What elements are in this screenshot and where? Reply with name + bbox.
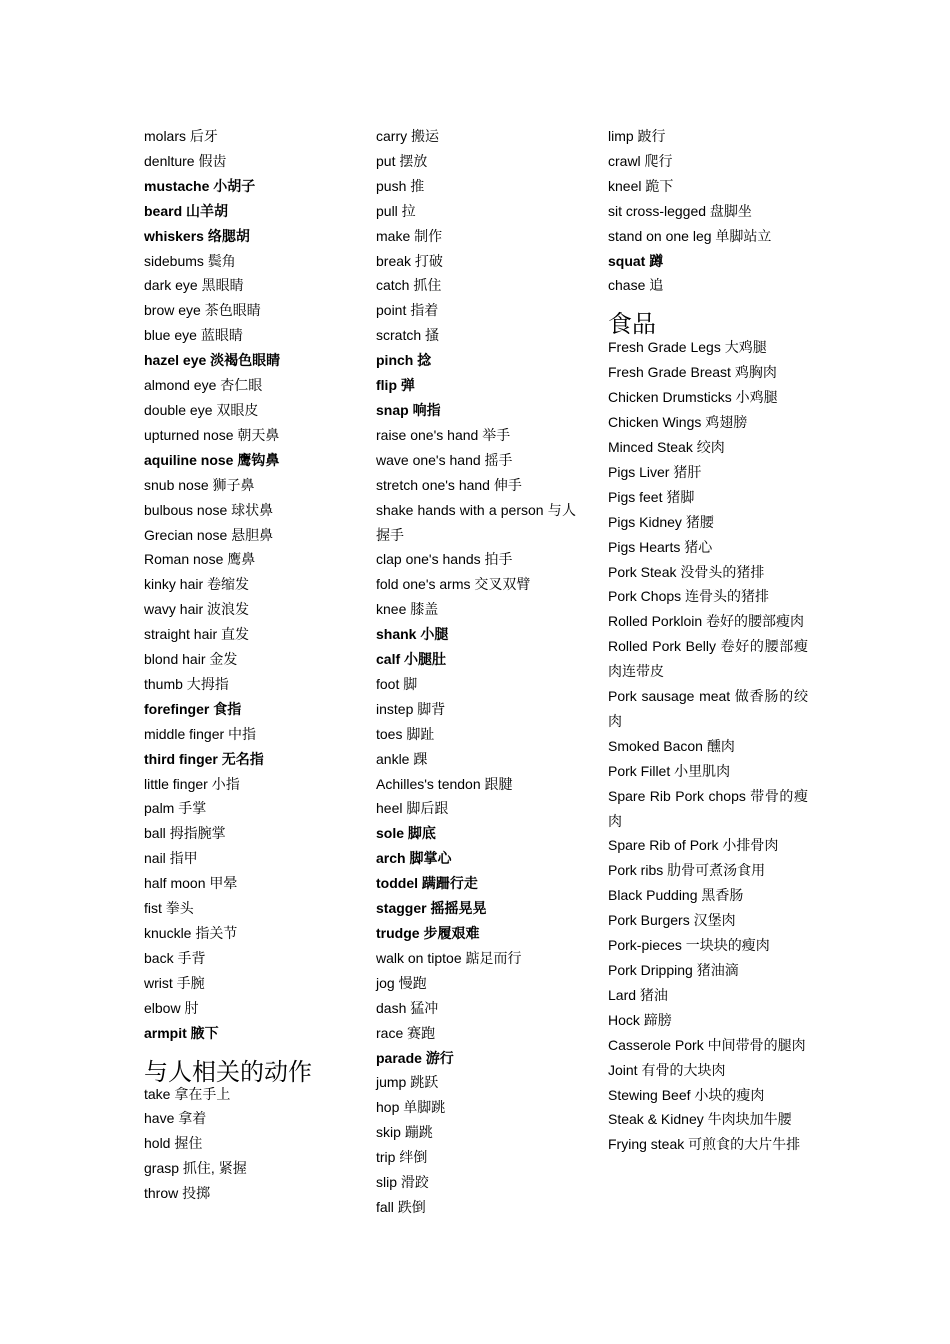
vocab-entry: squat 蹲 (608, 252, 664, 269)
vocab-entry: whiskers 络腮胡 (144, 227, 250, 244)
vocab-entry: molars 后牙 (144, 128, 218, 144)
vocab-entry: hop 单脚跳 (376, 1099, 446, 1116)
vocab-entry: kneel 跪下 (608, 177, 674, 194)
vocab-entry: stagger 摇摇晃晃 (376, 900, 487, 917)
vocab-entry: Roman nose 鹰鼻 (144, 551, 256, 568)
entry-list (144, 1082, 344, 1207)
vocab-entry: calf 小腿肚 (376, 651, 447, 668)
vocab-entry: Stewing Beef 小块的瘦肉 (608, 1086, 765, 1103)
vocab-entry: sit cross-legged 盘脚坐 (608, 202, 752, 219)
vocab-entry: kinky hair 卷缩发 (144, 576, 250, 593)
vocab-entry: knee 膝盖 (376, 601, 439, 618)
vocab-entry: jump 跳跃 (376, 1074, 439, 1091)
vocab-entry: chase 追 (608, 277, 664, 294)
vocab-entry: half moon 甲晕 (144, 875, 238, 892)
vocab-entry: Rolled Porkloin 卷好的腰部瘦肉 (608, 613, 805, 630)
section-heading-food: 食品 (608, 311, 656, 339)
vocab-entry: pull 拉 (376, 202, 416, 219)
vocab-entry: break 打破 (376, 252, 443, 269)
vocab-entry: Steak & Kidney 牛肉块加牛腰 (608, 1111, 792, 1128)
vocab-entry: blue eye 蓝眼睛 (144, 327, 243, 344)
vocab-entry: fist 拳头 (144, 900, 194, 917)
vocab-entry: Pigs Hearts 猪心 (608, 538, 713, 555)
vocab-entry: beard 山羊胡 (144, 202, 229, 219)
vocab-entry: elbow 肘 (144, 999, 199, 1016)
vocab-entry: heel 脚后跟 (376, 800, 449, 817)
vocab-entry: snap 响指 (376, 401, 441, 418)
vocab-entry: throw 投掷 (144, 1185, 211, 1202)
vocab-entry: walk on tiptoe 踮足而行 (376, 949, 522, 966)
vocab-entry: Pigs Kidney 猪腰 (608, 513, 714, 530)
vocab-entry: skip 蹦跳 (376, 1124, 433, 1141)
vocab-entry: fall 跌倒 (376, 1198, 426, 1215)
vocab-entry: have 拿着 (144, 1110, 207, 1127)
vocab-entry: push 推 (376, 177, 425, 194)
vocab-entry: shank 小腿 (376, 626, 449, 643)
vocab-entry: ankle 踝 (376, 750, 428, 767)
vocab-entry: Pork sausage meat 做香肠的绞肉 (608, 688, 808, 729)
vocab-entry: back 手背 (144, 949, 206, 966)
vocab-entry: toddel 蹒跚行走 (376, 875, 478, 892)
vocab-entry: make 制作 (376, 227, 443, 244)
vocab-entry: Pigs feet 猪脚 (608, 488, 695, 505)
vocab-entry: Pork-pieces 一块块的瘦肉 (608, 937, 770, 954)
vocab-entry: wave one's hand 摇手 (376, 451, 513, 468)
vocab-entry: clap one's hands 拍手 (376, 551, 513, 568)
vocab-entry: nail 指甲 (144, 850, 198, 867)
entry-list (144, 124, 344, 1046)
vocab-entry: put 摆放 (376, 152, 428, 169)
vocab-entry: bulbous nose 球状鼻 (144, 501, 274, 518)
column-2 (376, 124, 576, 1220)
vocab-entry: little finger 小指 (144, 775, 240, 792)
vocab-entry: slip 滑跤 (376, 1174, 429, 1191)
vocab-entry: Pork ribs 肋骨可煮汤食用 (608, 862, 766, 879)
vocab-entry: trip 绊倒 (376, 1149, 428, 1166)
vocab-entry: grasp 抓住, 紧握 (144, 1160, 247, 1177)
vocab-entry: upturned nose 朝天鼻 (144, 426, 280, 443)
vocab-entry: armpit 腋下 (144, 1024, 219, 1041)
vocab-entry: blond hair 金发 (144, 651, 238, 668)
vocab-entry: foot 脚 (376, 675, 418, 692)
vocab-entry: Pigs Liver 猪肝 (608, 463, 702, 480)
entry-list (376, 124, 576, 1220)
vocab-entry: take 拿在手上 (144, 1085, 231, 1102)
vocab-entry: Lard 猪油 (608, 986, 668, 1003)
vocab-entry: Pork Steak 没骨头的猪排 (608, 563, 765, 580)
vocab-entry: Smoked Bacon 醺肉 (608, 737, 735, 754)
vocab-entry: race 赛跑 (376, 1024, 436, 1041)
vocab-entry: arch 脚掌心 (376, 850, 452, 867)
vocab-entry: Grecian nose 悬胆鼻 (144, 526, 274, 543)
vocab-entry: stand on one leg 单脚站立 (608, 227, 772, 244)
vocab-entry: hazel eye 淡褐色眼睛 (144, 352, 281, 369)
vocab-entry: stretch one's hand 伸手 (376, 476, 522, 493)
vocab-entry: Fresh Grade Legs 大鸡腿 (608, 339, 767, 356)
vocab-entry: brow eye 茶色眼睛 (144, 302, 261, 319)
vocab-entry: Casserole Pork 中间带骨的腿肉 (608, 1036, 806, 1053)
vocab-entry: shake hands with a person 与人握手 (376, 501, 576, 543)
entry-list (608, 335, 808, 1157)
section-heading-actions: 与人相关的动作 (144, 1058, 312, 1086)
vocab-entry: almond eye 杏仁眼 (144, 377, 263, 394)
vocab-entry: Pork Burgers 汉堡肉 (608, 912, 736, 929)
vocab-entry: middle finger 中指 (144, 725, 257, 742)
vocab-entry: knuckle 指关节 (144, 925, 238, 941)
vocab-entry: Pork Dripping 猪油滴 (608, 962, 739, 978)
entry-list (608, 124, 808, 298)
vocab-entry: dash 猛冲 (376, 999, 439, 1016)
vocab-entry: palm 手掌 (144, 800, 207, 817)
vocab-entry: limp 跛行 (608, 128, 666, 144)
vocab-entry: catch 抓住 (376, 277, 442, 294)
vocab-entry: pinch 捻 (376, 352, 432, 369)
vocab-entry: Spare Rib Pork chops 带骨的瘦肉 (608, 787, 808, 829)
vocab-entry: fold one's arms 交叉双臂 (376, 576, 531, 593)
vocab-entry: ball 拇指腕掌 (144, 825, 226, 842)
vocab-entry: wrist 手腕 (144, 974, 205, 991)
vocab-entry: trudge 步履艰难 (376, 925, 480, 941)
vocab-entry: point 指着 (376, 302, 439, 319)
vocab-entry: straight hair 直发 (144, 626, 250, 643)
vocab-entry: forefinger 食指 (144, 700, 242, 717)
vocab-entry: parade 游行 (376, 1049, 454, 1066)
vocab-entry: crawl 爬行 (608, 152, 673, 169)
vocab-entry: thumb 大拇指 (144, 675, 229, 692)
vocab-entry: Chicken Drumsticks 小鸡腿 (608, 389, 778, 406)
vocab-entry: instep 脚背 (376, 700, 446, 717)
vocab-entry: denlture 假齿 (144, 152, 227, 169)
vocab-entry: hold 握住 (144, 1135, 203, 1152)
vocab-entry: double eye 双眼皮 (144, 401, 259, 418)
vocab-entry: raise one's hand 举手 (376, 426, 511, 443)
vocab-entry: sole 脚底 (376, 825, 436, 842)
vocab-entry: Joint 有骨的大块肉 (608, 1061, 726, 1078)
vocab-entry: scratch 搔 (376, 327, 440, 344)
column-3 (608, 124, 808, 1157)
vocab-entry: flip 弹 (376, 377, 415, 394)
vocab-entry: Spare Rib of Pork 小排骨肉 (608, 837, 779, 854)
vocab-entry: snub nose 狮子鼻 (144, 476, 255, 493)
vocab-entry: Achilles's tendon 跟腱 (376, 775, 513, 792)
column-1 (144, 124, 344, 1206)
vocab-entry: third finger 无名指 (144, 750, 264, 767)
vocab-entry: aquiline nose 鹰钩鼻 (144, 451, 280, 468)
vocab-entry: Chicken Wings 鸡翅膀 (608, 414, 748, 431)
vocab-entry: mustache 小胡子 (144, 177, 256, 194)
vocab-entry: Hock 蹄膀 (608, 1011, 672, 1028)
vocab-entry: Pork Fillet 小里肌肉 (608, 762, 731, 779)
vocab-entry: carry 搬运 (376, 128, 439, 144)
vocab-entry: toes 脚趾 (376, 725, 435, 742)
vocab-entry: wavy hair 波浪发 (144, 601, 250, 618)
vocab-entry: Frying steak 可煎食的大片牛排 (608, 1136, 801, 1153)
vocab-entry: Rolled Pork Belly 卷好的腰部瘦肉连带皮 (608, 638, 808, 680)
vocab-entry: Fresh Grade Breast 鸡胸肉 (608, 364, 777, 381)
vocab-entry: jog 慢跑 (376, 974, 427, 991)
vocab-entry: sidebums 鬓角 (144, 252, 236, 269)
vocab-entry: Black Pudding 黑香肠 (608, 887, 744, 904)
vocab-entry: Pork Chops 连骨头的猪排 (608, 588, 770, 605)
vocab-entry: Minced Steak 绞肉 (608, 438, 725, 455)
vocab-entry: dark eye 黑眼睛 (144, 277, 244, 294)
